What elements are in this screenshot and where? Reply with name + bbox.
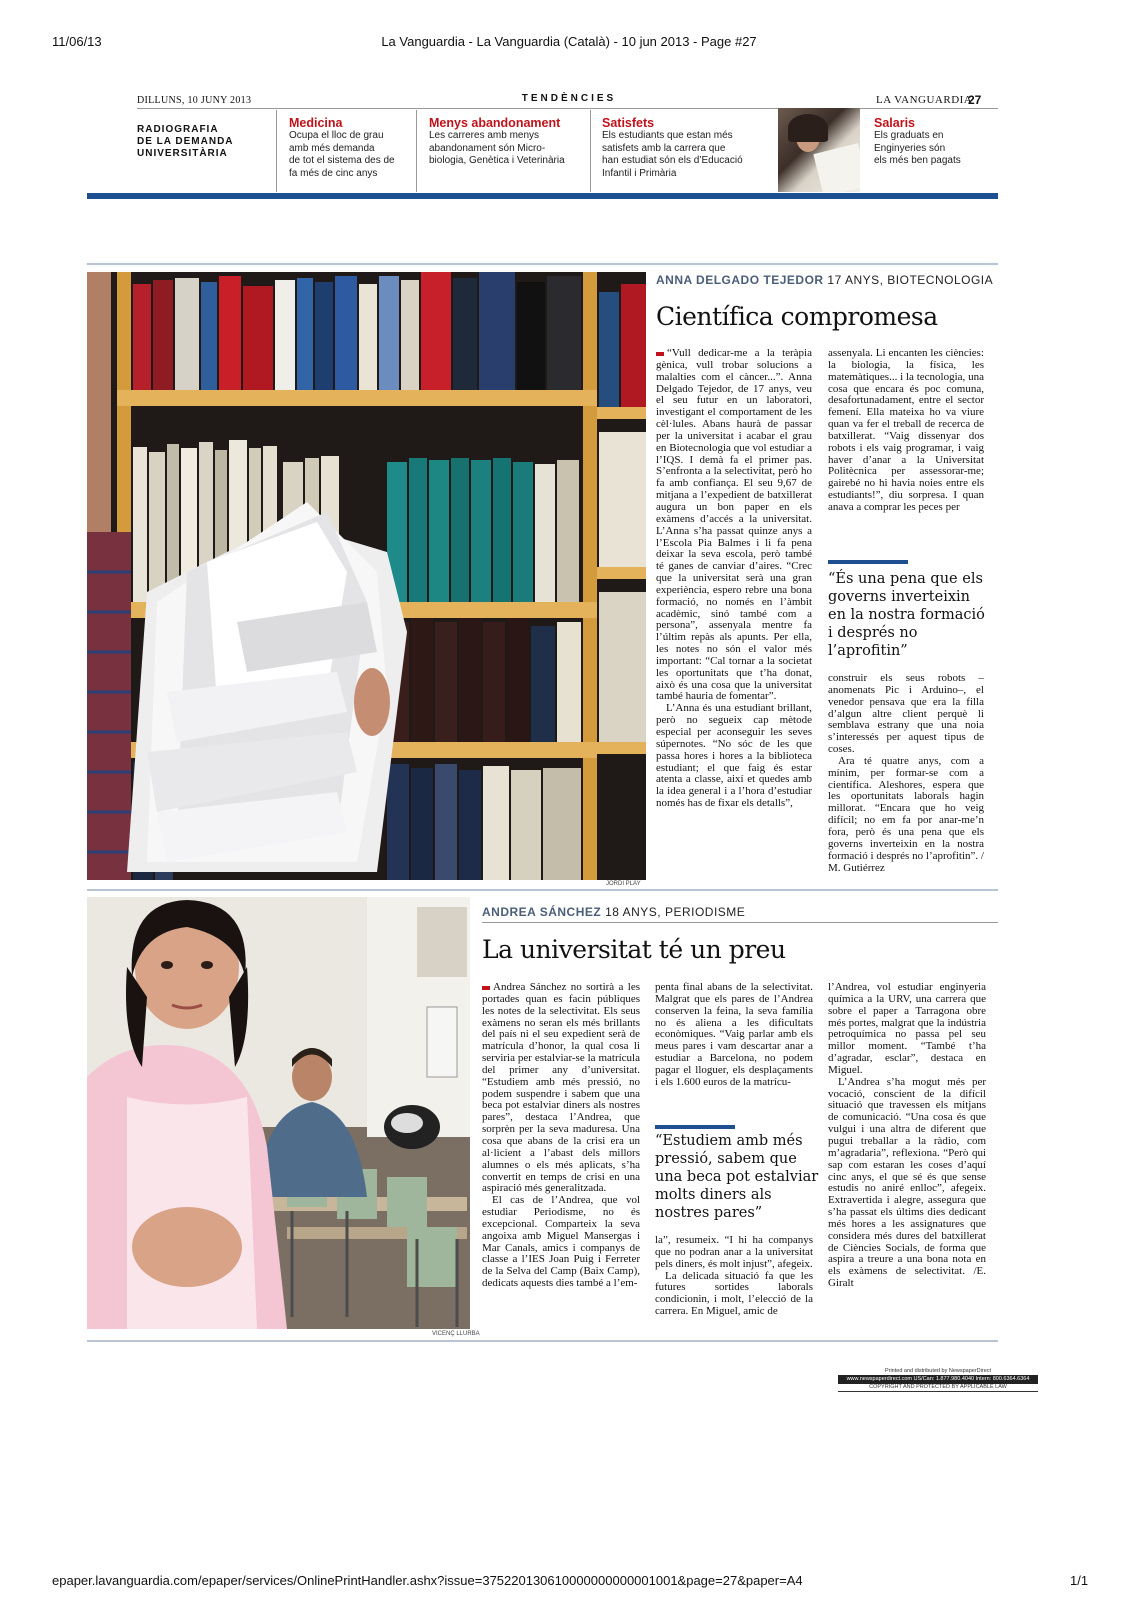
masthead-rule [137, 108, 998, 109]
article-start-marker [656, 351, 664, 356]
article2-headline: La universitat té un preu [482, 935, 786, 964]
article2-quote-bar [655, 1125, 735, 1129]
infobar-divider [276, 110, 277, 192]
infobar-item-satisfets: Satisfets Els estudiants que estan més satisfets amb la carrera que han estudiat són els d’Educació Infantil i Primària [602, 116, 743, 179]
print-url: epaper.lavanguardia.com/epaper/services/OnlinePrintHandler.ashx?issue=375220130610000000000001001&page=27&paper=A4 [52, 1573, 803, 1588]
article1-headline: Científica compromesa [656, 302, 938, 331]
article1-kicker: ANNA DELGADO TEJEDOR 17 ANYS, BIOTECNOLOGIA [656, 273, 994, 287]
article2-column-2-bottom: la”, resumeix. “I hi ha companys que no podran anar a la universitat pels diners, és molt injust”, afegeix. La delicada situació fa que les futures sortides laborals condicionin, i molt, l’elecció de la carrera. En Miguel, amic de [655, 1234, 813, 1318]
print-date: 11/06/13 [52, 34, 102, 49]
infobar-item-salaris: Salaris Els graduats en Enginyeries són els més ben pagats [874, 116, 961, 166]
article2-column-3: l’Andrea, vol estudiar enginyeria química a la URV, una carrera que sobre el paper a Tarragona obre més portes, malgrat que la indústria petroquímica no passa pel seu millor moment. “També t’ha d’agradar, esclar”, destaca en Miguel. L’Andrea s’ha mogut més per vocació, conscient de la difícil situació que travessen els mitjans de comunicació. “Una cosa és que vulgui i una altra de diferent que pugui treballar a la ràdio, com m’agradaria”, reflexiona. “Però qui sap com estaran les coses d’aquí cinc anys, el que sé és que sense estudis no aniré enlloc”, afegeix. Extravertida i alegre, assegura que s’ha passat els últims dies dedicant més hores a les assignatures que considera més dures del batxillerat de Ciències Socials, de forma que aspira a treure a una bona nota en els exàmens de selectivitat. /E. Giralt [828, 981, 986, 1290]
article1-photo [87, 272, 646, 880]
article2-kicker: ANDREA SÁNCHEZ 18 ANYS, PERIODISME [482, 905, 746, 919]
article1-photo-credit: JORDI PLAY [606, 881, 641, 887]
article2-photo-credit: VICENÇ LLURBA [432, 1331, 480, 1337]
article1-pull-quote: “És una pena que els governs inverteixin en la nostra formació i després no l’aprofitin” [828, 571, 985, 659]
article1-quote-bar [828, 560, 908, 564]
distribution-stamp: Printed and distributed by NewspaperDirect www.newspaperdirect.com US/Can: 1.877.980.4040 Intern: 800.6364.6364 COPYRIGHT AND PROTECTED BY APPLICABLE LAW [838, 1368, 1038, 1392]
infobar-item-medicina: Medicina Ocupa el lloc de grau amb més demanda de tot el sistema des de fa més de cinc anys [289, 116, 395, 179]
masthead-date: DILLUNS, 10 JUNY 2013 [137, 95, 252, 106]
article1-column-1: “Vull dedicar-me a la teràpia gènica, vull trobar solucions a malalties com el càncer...”. Anna Delgado Tejedor, de 17 anys, veu el seu futur en un laboratori, investigant el comportament de les cèl·lules. Abans haurà de passar per la universitat i acabar el grau en Biotecnologia que vol estudiar a l’IQS. I demà fa el primer pas. S’enfronta a la selectivitat, però ho fa amb confiança. El seu 9,67 de mitjana a l’expedient de batxillerat augura un bon paper en els exàmens d’accés a la universitat. L’Anna s’ha passat quinze anys a l’Escola Pia Balmes i li fa pena deixar la seva escola, però també té ganes de canviar d’aires. “Crec que la universitat serà una gran experiència, espero rebre una bona formació, no només en l’àmbit acadèmic, sinó també com a persona”, assenyala mentre fa l’últim repàs als apunts. Per ella, les notes no són el valor més important: “Cal tornar a la societat les oportunitats que t’ha donat, això és una cosa que la universitat també hauria de fomentar”. L’Anna és una estudiant brillant, però no segueix cap mètode especial per aconseguir les seves súpernotes. “No sóc de les que passa hores i hores a la biblioteca estudiant; el que faig és estar atenta a classe, així et quedes amb la idea general i a l’hora d’estudiar només has de fixar els detalls”, [656, 347, 812, 810]
print-title: La Vanguardia - La Vanguardia (Català) - 10 jun 2013 - Page #27 [381, 34, 757, 49]
infobar-item-abandonament: Menys abandonament Les carreres amb menys abandonament són Micro- biologia, Genètica i Veterinària [429, 116, 565, 166]
infobar-title: RADIOGRAFIA DE LA DEMANDA UNIVERSITÀRIA [137, 124, 234, 159]
article2-bottom-rule [87, 1340, 998, 1342]
infobar-divider [416, 110, 417, 192]
masthead-section: TENDÈNCIES [521, 93, 617, 104]
article1-top-rule [87, 263, 998, 265]
article2-top-rule [87, 889, 998, 891]
masthead-page-number: 27 [968, 93, 982, 107]
article2-column-2-top: penta final abans de la selectivitat. Malgrat que els pares de l’Andrea conserven la feina, la seva família no és aliena a les dificultats econòmiques. “Vaig parlar amb els meus pares i vam descartar anar a estudiar a Barcelona, no podem pagar el lloguer, els desplaçaments i els 1.600 euros de la matrícu- [655, 981, 813, 1088]
article1-column-2-top: assenyala. Li encanten les ciències: la biologia, la física, les matemàtiques... i la tecnologia, una cosa que encara és poc comuna, desafortunadament, entre el sector femení. Ella mateixa ho va viure quan va fer el treball de recerca de batxillerat. “Vaig dissenyar dos robots i els vaig programar, i vaig haver d’anar a la Universitat Politècnica per assessorar-me; gairebé no hi havia noies entre els estudiants!”, diu sorpresa. I quan anava a comprar les peces per [828, 347, 984, 513]
article2-pull-quote: “Estudiem amb més pressió, sabem que una beca pot estalviar molts diners als nostres pares” [655, 1133, 819, 1221]
article-start-marker [482, 985, 490, 990]
infobar-divider [590, 110, 591, 192]
article2-kicker-rule [482, 922, 998, 923]
masthead-paper: LA VANGUARDIA [876, 94, 973, 106]
article2-column-1: Andrea Sánchez no sortirà a les portades quan es facin públiques les notes de la selectivitat. Els seus exàmens no seran els més brillants del país ni el seu expedient serà de matrícula d’honor, la qual cosa li serviria per estalviar-se la matrícula del primer any d’universitat. “Estudiem amb més pressió, no podem suspendre i sabem que una beca pot estalviar diners als nostres pares”, destaca l’Andrea, que sorprèn per la seva maduresa. Una cosa que abans de la crisi era un al·licient a l’abast dels millors alumnes o els més aplicats, s’ha convertit en temps de crisi en una aspiració més generalitzada. El cas de l’Andrea, que vol estudiar Periodisme, no és excepcional. Comparteix la seva angoixa amb Miguel Mansergas i Mar Canals, amics i companys de classe a l’IES Joan Puig i Ferreter de la Selva del Camp (Baix Camp), dedicats aquests dies també a l’em- [482, 981, 640, 1290]
article1-column-2-bottom: construir els seus robots –anomenats Pic i Arduino–, el venedor pensava que era la filla d’algun altre client perquè li semblava estrany que una noia s’interessés per aquest tipus de coses. Ara té quatre anys, com a mínim, per formar-se com a científica. Aleshores, espera que les oportunitats laborals hagin millorat. “Encara que ho veig difícil; no em fa por anar-me’n fora, però és una pena que els governs inverteixin en la nostra formació i després no l’aprofitin”. / M. Gutiérrez [828, 672, 984, 874]
article2-photo [87, 897, 470, 1329]
print-page-count: 1/1 [1070, 1573, 1089, 1588]
infobar-blue-rule [87, 193, 998, 199]
infobar-photo-student [778, 108, 860, 192]
